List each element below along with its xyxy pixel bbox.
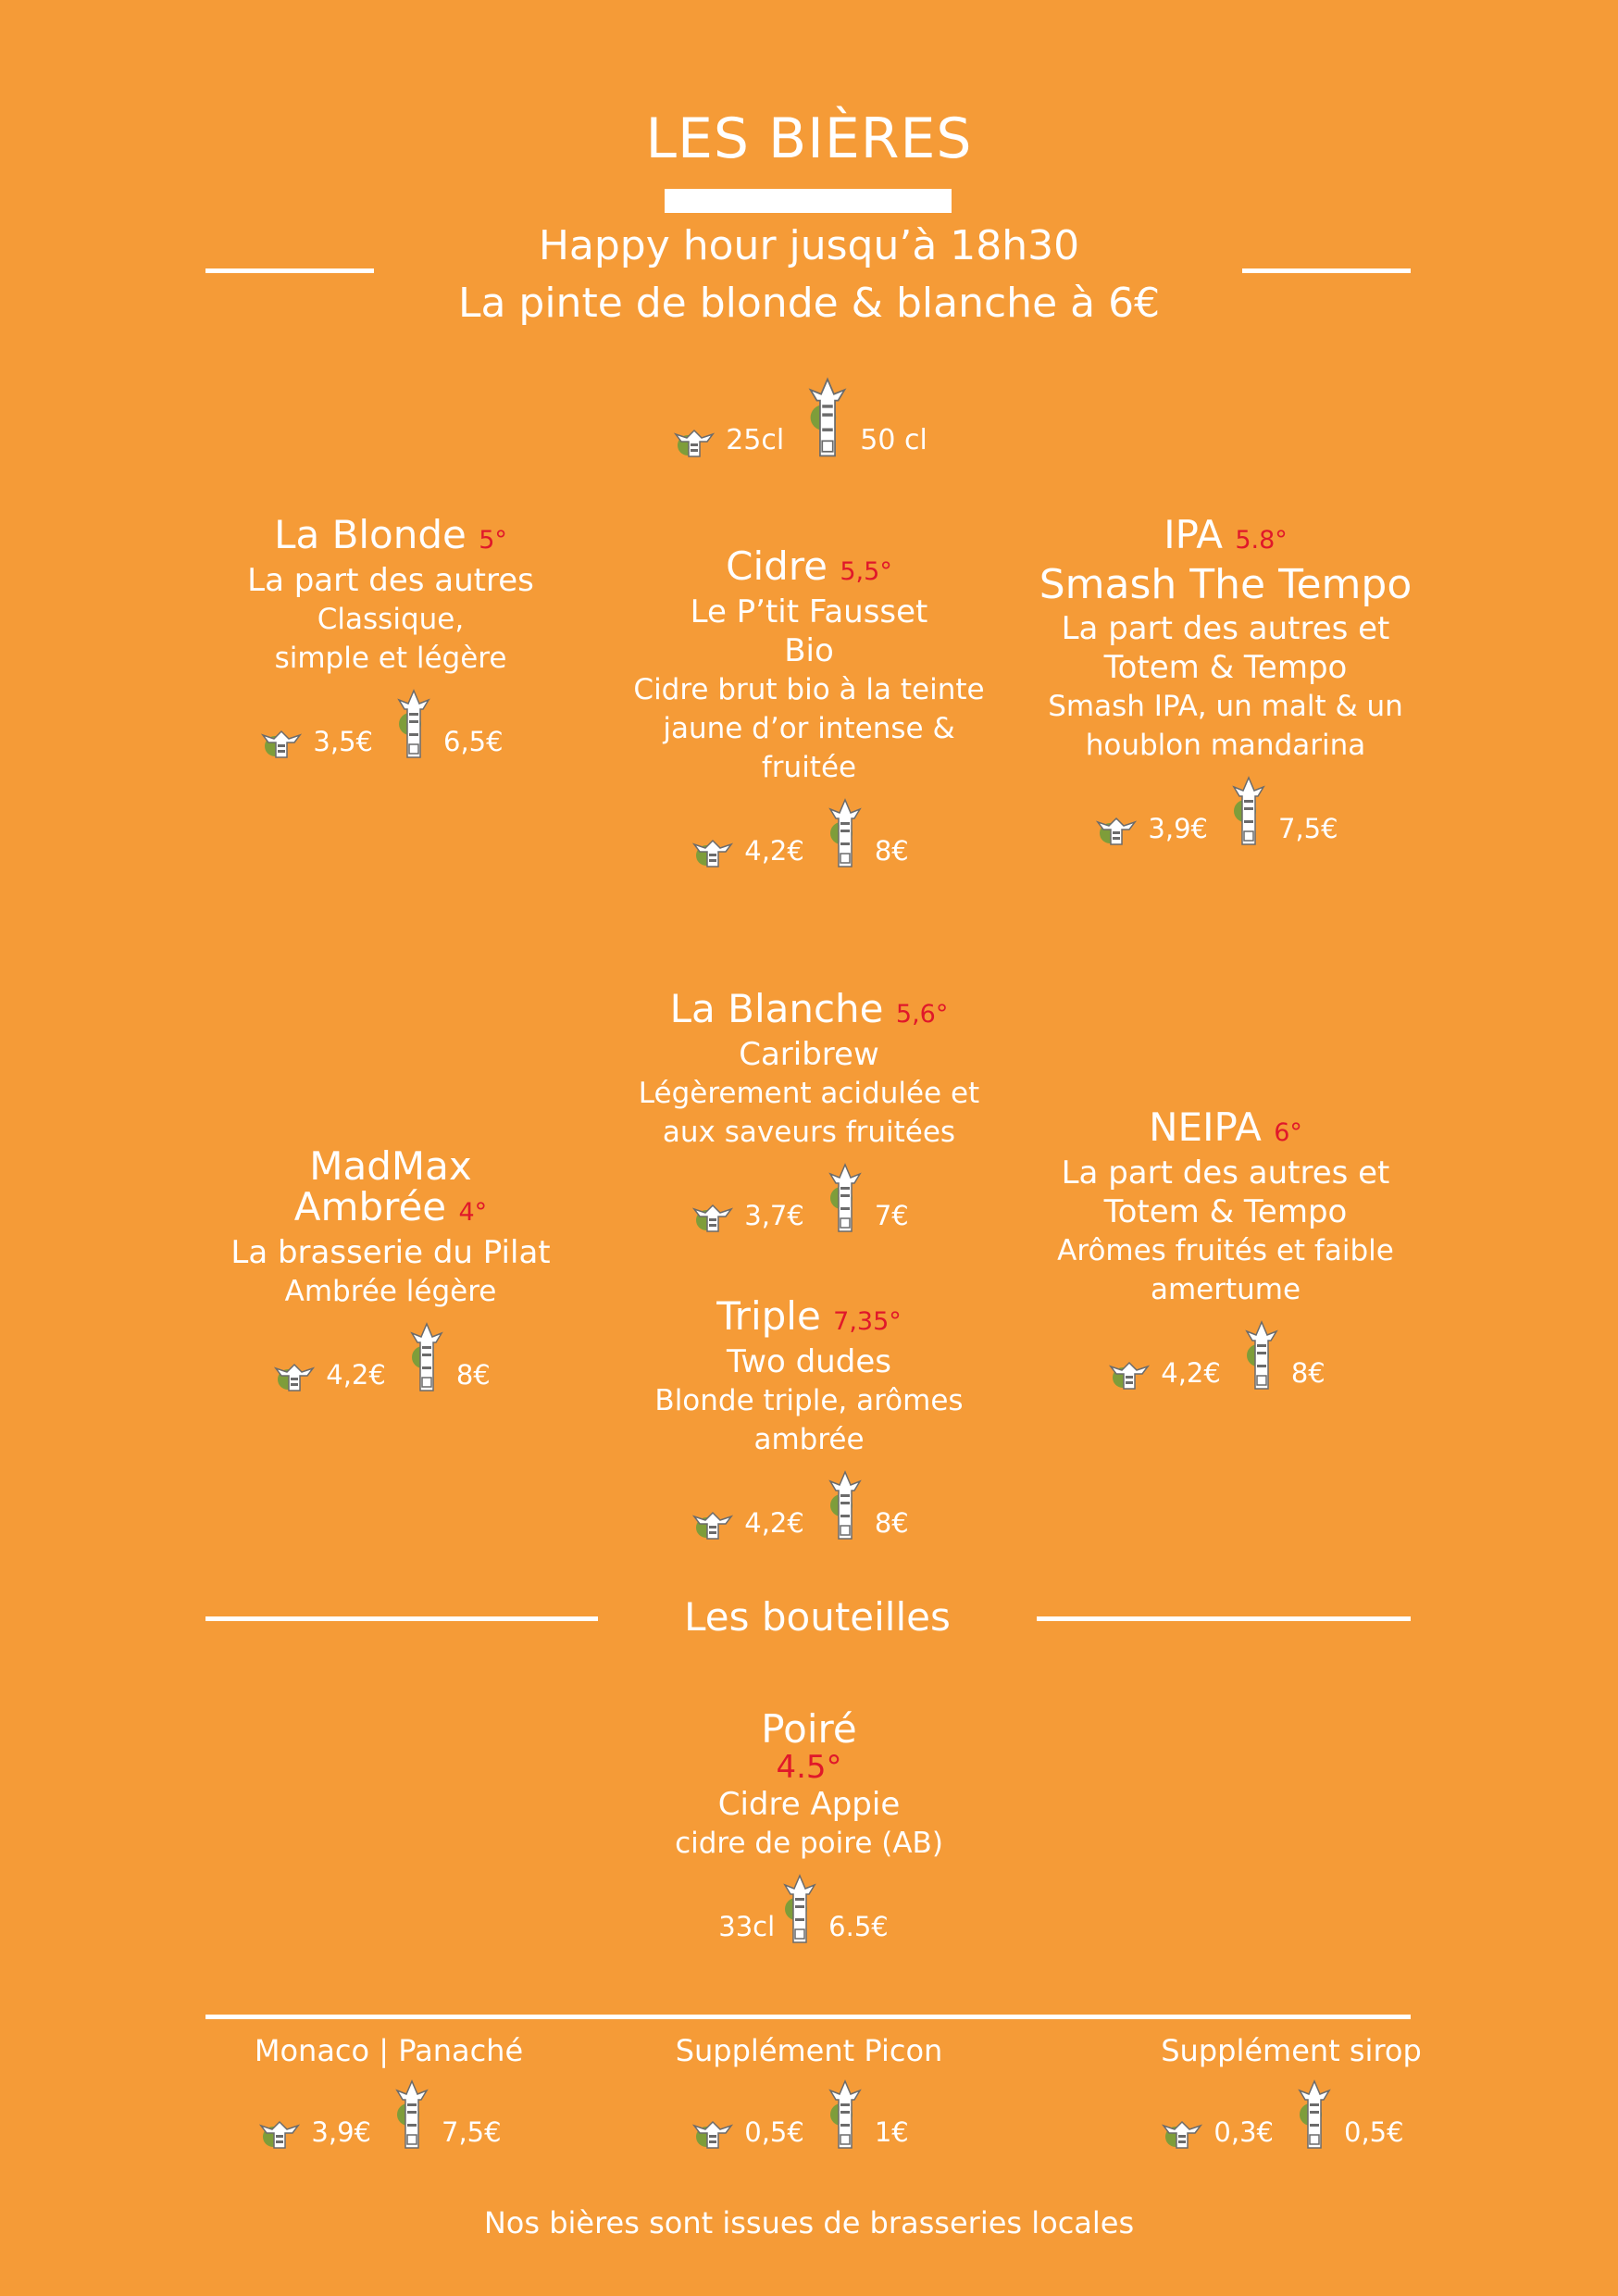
beer-name: NEIPA	[1149, 1104, 1262, 1150]
price-large: 8€	[874, 835, 909, 867]
price-large: 1€	[874, 2116, 909, 2148]
beer-desc: amertume	[1150, 1273, 1301, 1306]
large-glass-icon	[778, 1872, 821, 1946]
beer-brewery: Bio	[784, 632, 834, 669]
pint-offer-text: La pinte de blonde & blanche à 6€	[457, 280, 1161, 327]
small-glass-icon	[692, 2115, 733, 2152]
beer-abv: 5,5°	[840, 557, 892, 586]
happy-hour-text: Happy hour jusqu’à 18h30	[538, 222, 1080, 269]
beer-desc: aux saveurs fruitées	[662, 1116, 956, 1149]
beer-desc: Classique,	[317, 603, 465, 636]
small-glass-icon	[674, 423, 715, 460]
small-glass-icon	[261, 724, 302, 761]
beer-desc: Ambrée légère	[284, 1275, 497, 1308]
beer-desc: jaune d’or intense &	[663, 712, 955, 745]
bottle-name: Poiré	[761, 1706, 857, 1752]
beer-blonde	[205, 512, 576, 761]
beer-abv: 6°	[1274, 1118, 1302, 1147]
small-glass-icon	[259, 2115, 300, 2152]
beer-name: Triple	[716, 1293, 821, 1339]
beer-abv: 5°	[479, 526, 507, 555]
price-large: 6,5€	[443, 726, 504, 757]
large-glass-icon	[827, 1468, 864, 1542]
large-glass-icon	[827, 1161, 864, 1235]
beer-name: IPA	[1164, 512, 1223, 557]
price-small: 4,2€	[1161, 1357, 1221, 1389]
beer-ipa	[1022, 512, 1429, 848]
small-glass-icon	[1109, 1355, 1150, 1392]
beer-brewery: Le P’tit Fausset	[690, 593, 928, 630]
price-large: 8€	[455, 1359, 491, 1391]
beer-brewery: Totem & Tempo	[1103, 649, 1348, 686]
small-glass-icon	[692, 1198, 733, 1235]
header	[0, 106, 1618, 171]
beer-abv: 5,6°	[895, 1000, 949, 1029]
legend-small: 25cl	[726, 424, 785, 456]
beer-abv: 7,35°	[833, 1307, 902, 1336]
bottle-abv: 4.5°	[776, 1749, 842, 1786]
extra-monaco	[176, 2033, 602, 2152]
extra-label: Monaco | Panaché	[254, 2033, 524, 2068]
large-glass-icon	[1296, 2078, 1333, 2152]
price-small: 4,2€	[744, 835, 804, 867]
beer-desc: Smash IPA, un malt & un	[1048, 690, 1403, 723]
beer-brewery: La part des autres et	[1061, 610, 1390, 647]
beer-name-sub: Ambrée	[293, 1184, 447, 1229]
beer-brewery: La part des autres et	[1061, 1154, 1390, 1192]
bottles-divider-right	[1037, 1616, 1411, 1621]
beer-brewery: La brasserie du Pilat	[230, 1234, 551, 1271]
beer-brewery: Totem & Tempo	[1103, 1193, 1348, 1230]
large-glass-icon	[408, 1320, 445, 1394]
small-glass-icon	[1162, 2115, 1202, 2152]
beer-desc: Légèrement acidulée et	[638, 1077, 980, 1110]
bottle-brewery: Cidre Appie	[717, 1786, 901, 1823]
beer-desc: simple et légère	[274, 642, 507, 675]
size-legend	[0, 366, 1618, 460]
large-glass-icon	[1230, 774, 1267, 848]
extra-sirop	[1092, 2033, 1490, 2152]
page-title: LES BIÈRES	[645, 106, 973, 171]
beer-desc: Arômes fruités et faible	[1057, 1234, 1394, 1267]
price-small: 3,9€	[1148, 813, 1208, 844]
price-small: 0,5€	[744, 2116, 804, 2148]
large-glass-icon	[395, 687, 432, 761]
beer-desc: houblon mandarina	[1085, 729, 1366, 762]
footer-note: Nos bières sont issues de brasseries locales	[483, 2205, 1135, 2240]
price-large: 8€	[874, 1507, 909, 1539]
bottle-price: 6.5€	[828, 1911, 889, 1942]
extra-label: Supplément Picon	[675, 2033, 943, 2068]
large-glass-icon	[393, 2078, 430, 2152]
beer-abv: 5.8°	[1235, 526, 1288, 555]
beer-name: MadMax	[309, 1143, 472, 1189]
price-small: 0,3€	[1214, 2116, 1274, 2148]
small-glass-icon	[1096, 811, 1137, 848]
beer-cidre	[622, 543, 996, 870]
price-large: 7,5€	[1278, 813, 1338, 844]
small-glass-icon	[692, 1505, 733, 1542]
large-glass-icon	[827, 2078, 864, 2152]
price-small: 4,2€	[744, 1507, 804, 1539]
beer-neipa	[1022, 1104, 1429, 1392]
price-small: 3,9€	[311, 2116, 371, 2148]
beer-desc: ambrée	[753, 1423, 865, 1456]
price-large: 7,5€	[442, 2116, 502, 2148]
beer-madmax	[205, 1143, 576, 1394]
beer-name-sub: Smash The Tempo	[1039, 561, 1413, 608]
price-large: 7€	[874, 1200, 909, 1231]
beer-triple	[622, 1293, 996, 1542]
price-small: 3,5€	[313, 726, 373, 757]
bottles-heading: Les bouteilles	[684, 1594, 951, 1640]
large-glass-icon	[1243, 1318, 1280, 1392]
beer-desc: Cidre brut bio à la teinte	[633, 673, 985, 706]
large-glass-icon	[827, 796, 864, 870]
legend-large: 50 cl	[860, 424, 927, 456]
price-large: 8€	[1290, 1357, 1326, 1389]
beer-brewery: Caribrew	[739, 1036, 879, 1073]
title-underline	[665, 189, 952, 213]
bottles-divider-left	[205, 1616, 598, 1621]
extra-picon	[615, 2033, 1003, 2152]
beer-name: La Blonde	[274, 512, 467, 557]
price-small: 3,7€	[744, 1200, 804, 1231]
bottle-poire	[622, 1706, 996, 1946]
beer-name: La Blanche	[669, 986, 884, 1031]
extra-label: Supplément sirop	[1161, 2033, 1422, 2068]
beer-blanche	[622, 986, 996, 1235]
bottle-desc: cidre de poire (AB)	[675, 1827, 943, 1860]
happy-hour-block	[0, 218, 1618, 332]
beer-brewery: La part des autres	[247, 562, 534, 599]
small-glass-icon	[274, 1357, 315, 1394]
beer-desc: Blonde triple, arômes	[654, 1384, 964, 1417]
beer-brewery: Two dudes	[727, 1343, 891, 1380]
extras-divider	[205, 2015, 1411, 2019]
bottle-volume: 33cl	[718, 1911, 776, 1942]
price-small: 4,2€	[326, 1359, 386, 1391]
large-glass-icon	[806, 375, 849, 460]
beer-abv: 4°	[458, 1198, 488, 1227]
beer-name: Cidre	[726, 543, 828, 589]
small-glass-icon	[692, 833, 733, 870]
beer-desc: fruitée	[761, 751, 857, 784]
price-large: 0,5€	[1344, 2116, 1404, 2148]
